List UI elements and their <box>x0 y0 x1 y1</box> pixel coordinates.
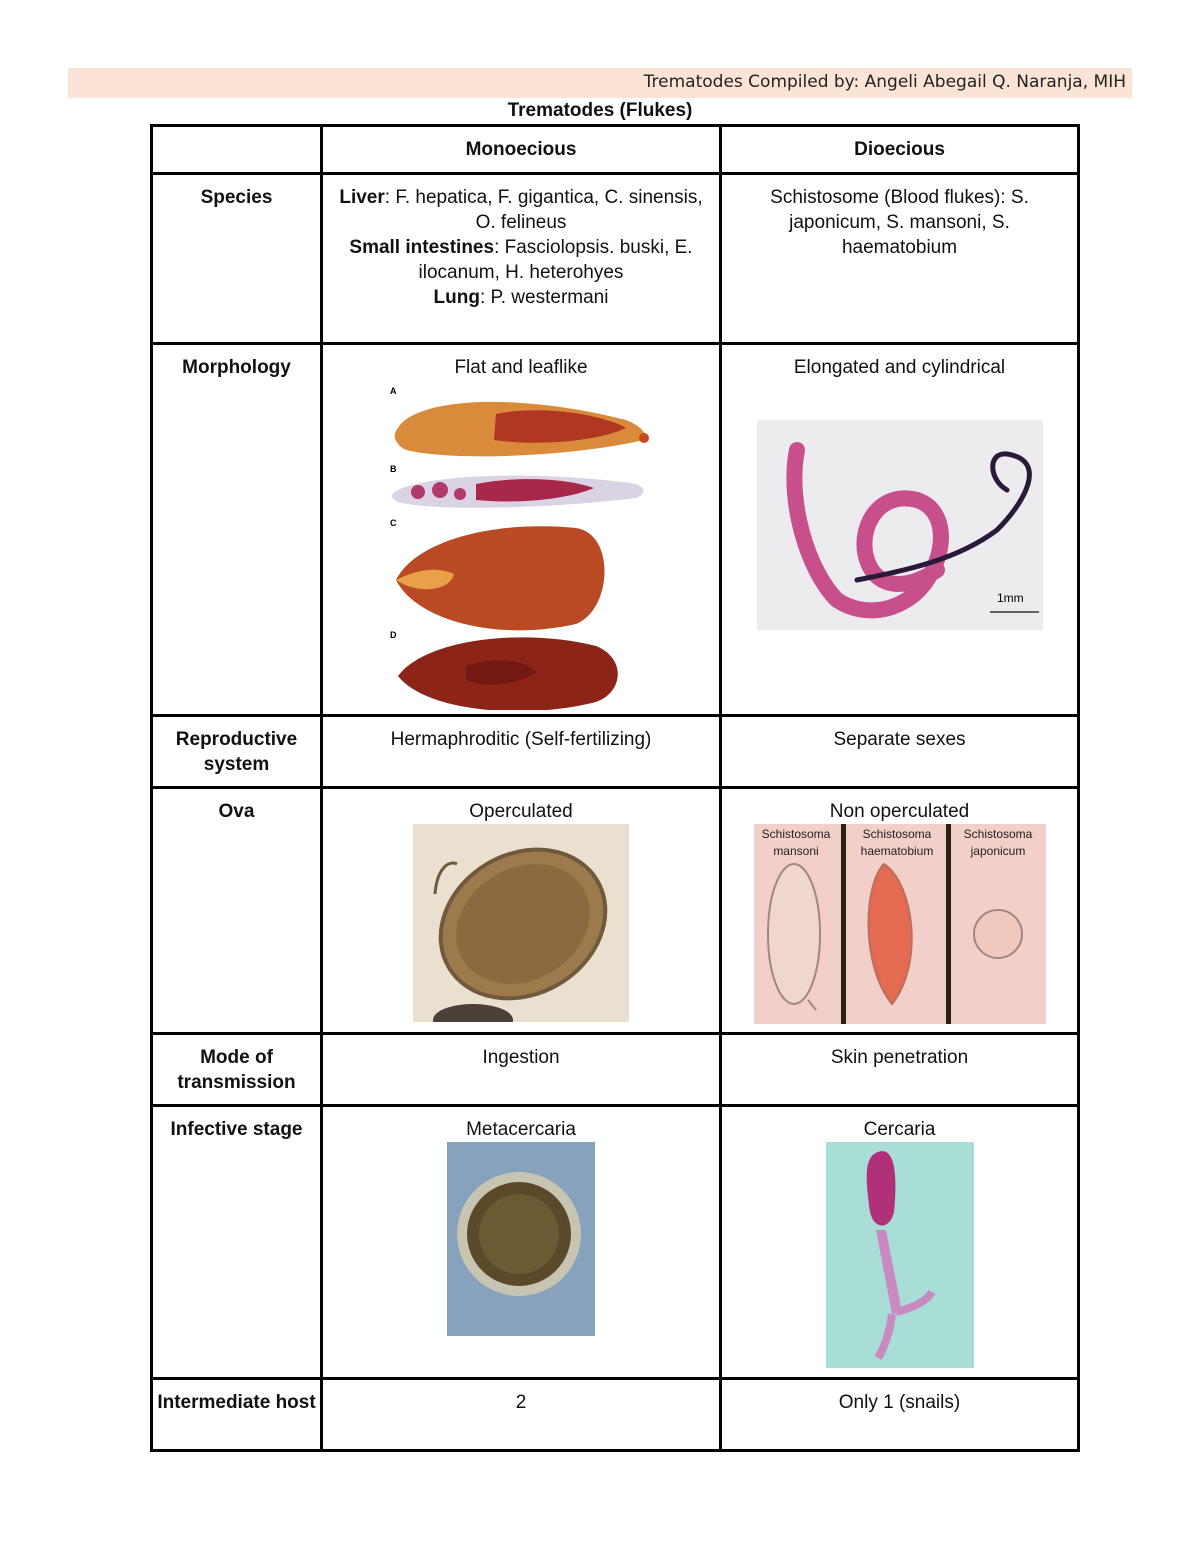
egg-label-1-species: mansoni <box>772 844 819 858</box>
egg-label-2-genus: Schistosoma <box>862 827 931 841</box>
schistosome-species: Schistosome (Blood flukes): S. japonicum, S. mansoni, S. haematobium <box>770 187 1029 258</box>
scale-label: 1mm <box>996 591 1024 605</box>
ova-dio-text: Non operculated <box>829 801 970 822</box>
morphology-mono-text: Flat and leaflike <box>454 357 588 378</box>
species-monoecious <box>322 174 721 344</box>
small-intestines-species: : Fasciolopsis. buski, E. ilocanum, H. heterohyes <box>418 237 693 283</box>
morphology-dio-text: Elongated and cylindrical <box>793 357 1006 378</box>
row-transmission <box>152 1034 1079 1106</box>
operculated-egg-image <box>413 824 629 1022</box>
reproductive-monoecious: Hermaphroditic (Self-fertilizing) <box>322 716 721 788</box>
species-dioecious <box>721 174 1079 344</box>
row-ova <box>152 788 1079 1034</box>
schistosome-worm-image <box>757 420 1043 630</box>
egg-label-1-genus: Schistosoma <box>761 827 830 841</box>
ova-mono-text: Operculated <box>469 801 573 822</box>
transmission-monoecious: Ingestion <box>322 1034 721 1106</box>
panel-letter-b: B <box>390 464 397 474</box>
transmission-dioecious: Skin penetration <box>721 1034 1079 1106</box>
header-empty-cell <box>152 126 322 174</box>
intermediate-dioecious: Only 1 (snails) <box>721 1379 1079 1451</box>
panel-letter-d: D <box>390 630 397 640</box>
infective-monoecious <box>322 1106 721 1379</box>
trematodes-table <box>150 124 1080 1452</box>
egg-label-2-species: haematobium <box>860 844 933 858</box>
infective-mono-text: Metacercaria <box>466 1119 576 1140</box>
header-monoecious: Monoecious <box>322 126 721 174</box>
panel-letter-a: A <box>390 386 397 396</box>
row-morphology <box>152 344 1079 716</box>
metacercaria-image <box>447 1142 595 1336</box>
liver-tag: Liver <box>339 187 385 208</box>
ova-monoecious <box>322 788 721 1034</box>
row-infective <box>152 1106 1079 1379</box>
page-title: Trematodes (Flukes) <box>507 100 693 121</box>
morphology-monoecious <box>322 344 721 716</box>
header-bar <box>68 68 1132 98</box>
row-label-morphology: Morphology <box>152 344 322 716</box>
header-text: Trematodes Compiled by: Angeli Abegail Q. Naranja, MIH <box>643 72 1126 92</box>
lung-tag: Lung <box>433 287 480 308</box>
row-species <box>152 174 1079 344</box>
schistosoma-eggs-image <box>754 824 1046 1024</box>
panel-letter-c: C <box>390 518 397 528</box>
table-header-row <box>152 126 1079 174</box>
egg-label-3-genus: Schistosoma <box>963 827 1032 841</box>
row-intermediate <box>152 1379 1079 1451</box>
ova-dioecious <box>721 788 1079 1034</box>
infective-dioecious <box>721 1106 1079 1379</box>
row-label-reproductive: Reproductive system <box>152 716 322 788</box>
cercaria-image <box>826 1142 974 1368</box>
header-dioecious: Dioecious <box>721 126 1079 174</box>
lung-species: : P. westermani <box>479 287 609 308</box>
egg-label-3-species: japonicum <box>970 844 1025 858</box>
fluke-specimens-image <box>376 380 666 710</box>
row-label-ova: Ova <box>152 788 322 1034</box>
intermediate-monoecious: 2 <box>322 1379 721 1451</box>
morphology-dioecious <box>721 344 1079 716</box>
row-label-transmission: Mode of transmission <box>152 1034 322 1106</box>
row-label-intermediate: Intermediate host <box>152 1379 322 1451</box>
small-intestines-tag: Small intestines <box>349 237 495 258</box>
liver-species: : F. hepatica, F. gigantica, C. sinensis, O. felineus <box>384 187 703 233</box>
row-label-species: Species <box>152 174 322 344</box>
reproductive-dioecious: Separate sexes <box>721 716 1079 788</box>
infective-dio-text: Cercaria <box>863 1119 936 1140</box>
row-reproductive <box>152 716 1079 788</box>
row-label-infective: Infective stage <box>152 1106 322 1379</box>
